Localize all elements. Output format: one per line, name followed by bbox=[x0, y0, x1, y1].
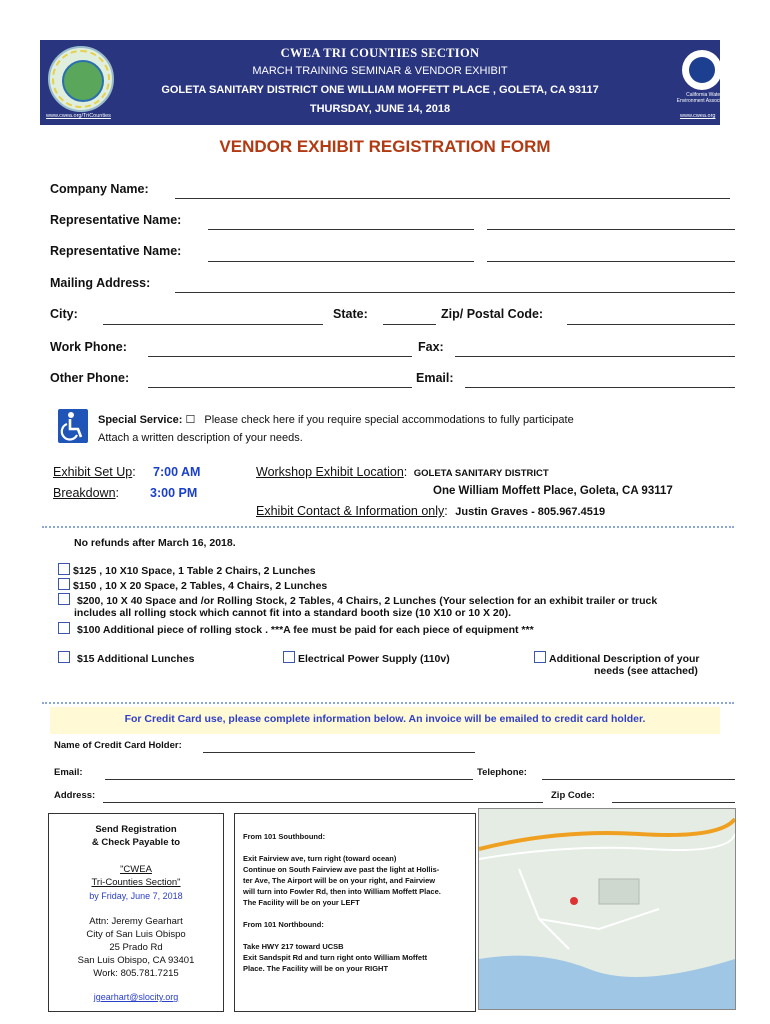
other-phone-label: Other Phone: bbox=[50, 371, 130, 385]
zip-label: Zip/ Postal Code: bbox=[441, 307, 544, 321]
special-service-label: Special Service: bbox=[98, 414, 186, 426]
north-title: From 101 Northbound: bbox=[243, 920, 324, 929]
cwea-logo-text: California Water Environment Association bbox=[676, 92, 732, 104]
state-field[interactable] bbox=[383, 324, 436, 325]
form-title: VENDOR EXHIBIT REGISTRATION FORM bbox=[219, 137, 551, 156]
contact-email-link[interactable]: jgearhart@slocity.org bbox=[93, 992, 179, 1002]
company-label: Company Name: bbox=[50, 182, 149, 196]
city-label: City: bbox=[50, 307, 78, 321]
option-power-checkbox[interactable] bbox=[283, 651, 295, 663]
org: City of San Luis Obispo bbox=[86, 929, 186, 940]
north-step-2: Exit Sandspit Rd and turn right onto William Moffett bbox=[243, 953, 428, 962]
location-label: Workshop Exhibit Location bbox=[256, 465, 404, 479]
payee-line-1: "CWEA bbox=[120, 864, 152, 875]
divider-2 bbox=[42, 702, 734, 704]
option-lunches-label: $15 Additional Lunches bbox=[77, 653, 195, 665]
cc-email-label: Email: bbox=[54, 767, 83, 778]
option-150-checkbox[interactable] bbox=[58, 578, 70, 590]
option-lunches-checkbox[interactable] bbox=[58, 651, 70, 663]
contact-value: Justin Graves - 805.967.4519 bbox=[455, 506, 606, 518]
mailing-field[interactable] bbox=[175, 292, 735, 293]
option-additional-checkbox[interactable] bbox=[534, 651, 546, 663]
state-label: State: bbox=[333, 307, 368, 321]
special-service-text: Please check here if you require special accommodations to fully participate bbox=[204, 414, 574, 426]
option-125-label: $125 , 10 X10 Space, 1 Table 2 Chairs, 2 Lunches bbox=[73, 565, 316, 577]
setup-time: 7:00 AM bbox=[153, 465, 201, 479]
south-step-4: will turn into Fowler Rd, then into William Moffett Place. bbox=[243, 887, 441, 896]
other-phone-field[interactable] bbox=[148, 387, 412, 388]
option-200-checkbox[interactable] bbox=[58, 593, 70, 605]
no-refunds-note: No refunds after March 16, 2018. bbox=[74, 537, 236, 549]
option-additional-detail: needs (see attached) bbox=[594, 665, 698, 677]
cc-holder-field[interactable] bbox=[203, 752, 475, 753]
option-125-checkbox[interactable] bbox=[58, 563, 70, 575]
cc-zip-field[interactable] bbox=[612, 802, 735, 803]
cc-zip-label: Zip Code: bbox=[551, 790, 595, 801]
option-power-label: Electrical Power Supply (110v) bbox=[298, 653, 450, 665]
breakdown-label: Breakdown bbox=[53, 486, 116, 500]
attn: Attn: Jeremy Gearhart bbox=[89, 916, 183, 927]
work-phone-field[interactable] bbox=[148, 356, 412, 357]
south-step-3: ter Ave, The Airport will be on your right, and Fairview bbox=[243, 876, 436, 885]
fax-label: Fax: bbox=[418, 340, 444, 354]
option-additional-label: Additional Description of your bbox=[549, 653, 700, 665]
cc-address-label: Address: bbox=[54, 790, 96, 801]
location-address: One William Moffett Place, Goleta, CA 93117 bbox=[433, 485, 673, 497]
fax-field[interactable] bbox=[455, 356, 735, 357]
south-title: From 101 Southbound: bbox=[243, 832, 326, 841]
email-label: Email: bbox=[416, 371, 454, 385]
event-subtitle: MARCH TRAINING SEMINAR & VENDOR EXHIBIT bbox=[252, 65, 508, 77]
email-field[interactable] bbox=[465, 387, 735, 388]
cc-address-field[interactable] bbox=[103, 802, 543, 803]
south-step-1: Exit Fairview ave, turn right (toward ocean) bbox=[243, 854, 397, 863]
special-service-note: Attach a written description of your needs. bbox=[98, 432, 303, 444]
credit-card-note: For Credit Card use, please complete information below. An invoice will be emailed to credit card holder. bbox=[124, 713, 646, 725]
section-title: CWEA TRI COUNTIES SECTION bbox=[280, 46, 480, 60]
wheelchair-icon bbox=[58, 409, 88, 443]
option-100-checkbox[interactable] bbox=[58, 622, 70, 634]
street: 25 Prado Rd bbox=[109, 942, 163, 953]
north-step-3: Place. The Facility will be on your RIGHT bbox=[243, 964, 389, 973]
url-left-link[interactable]: www.cwea.org/TriCounties bbox=[46, 113, 111, 119]
rep1-label: Representative Name: bbox=[50, 213, 182, 227]
header-banner bbox=[40, 40, 732, 125]
event-date: THURSDAY, JUNE 14, 2018 bbox=[309, 103, 451, 115]
location-map bbox=[478, 808, 736, 1010]
rep1-field[interactable] bbox=[208, 229, 474, 230]
south-step-5: The Facility will be on your LEFT bbox=[243, 898, 360, 907]
option-150-label: $150 , 10 X 20 Space, 2 Tables, 4 Chairs, 2 Lunches bbox=[73, 580, 328, 592]
city-field[interactable] bbox=[103, 324, 323, 325]
north-step-1: Take HWY 217 toward UCSB bbox=[243, 942, 344, 951]
send-title-2: & Check Payable to bbox=[91, 837, 181, 848]
south-step-2: Continue on South Fairview ave past the light at Hollis- bbox=[243, 865, 440, 874]
cc-telephone-label: Telephone: bbox=[477, 767, 527, 778]
contact-label: Exhibit Contact & Information only bbox=[256, 504, 445, 518]
cwea-logo bbox=[682, 50, 722, 90]
breakdown-time: 3:00 PM bbox=[150, 486, 198, 500]
event-location: GOLETA SANITARY DISTRICT ONE WILLIAM MOFFETT PLACE , GOLETA, CA 93117 bbox=[161, 84, 599, 96]
mailing-label: Mailing Address: bbox=[50, 276, 151, 290]
work-phone-label: Work Phone: bbox=[50, 340, 127, 354]
cc-holder-label: Name of Credit Card Holder: bbox=[54, 740, 182, 751]
option-200-detail: includes all rolling stock which cannot fit into a standard booth size (10 X10 or 10 X 20). bbox=[74, 607, 512, 619]
url-right-link[interactable]: www.cwea.org bbox=[680, 113, 716, 119]
city-line: San Luis Obispo, CA 93401 bbox=[77, 955, 195, 966]
send-title-1: Send Registration bbox=[95, 824, 177, 835]
rep2-label: Representative Name: bbox=[50, 244, 182, 258]
option-100-label: $100 Additional piece of rolling stock . ***A fee must be paid for each piece of equipment *** bbox=[77, 624, 534, 636]
rep2-field[interactable] bbox=[208, 261, 474, 262]
payee-line-2: Tri-Counties Section" bbox=[91, 877, 181, 888]
send-registration-box bbox=[48, 813, 224, 1012]
work-phone: Work: 805.781.7215 bbox=[93, 968, 179, 979]
deadline: by Friday, June 7, 2018 bbox=[89, 891, 183, 901]
option-200-label: $200, 10 X 40 Space and /or Rolling Stock, 2 Tables, 4 Chairs, 2 Lunches (Your selection for an exhibit trailer or truck bbox=[77, 595, 658, 607]
divider-1 bbox=[42, 526, 734, 528]
zip-field[interactable] bbox=[567, 324, 735, 325]
company-field[interactable] bbox=[175, 198, 730, 199]
directions-box bbox=[234, 813, 476, 1012]
rep1-field-2[interactable] bbox=[487, 229, 735, 230]
setup-label: Exhibit Set Up bbox=[53, 465, 133, 479]
cc-telephone-field[interactable] bbox=[542, 779, 735, 780]
location-name: GOLETA SANITARY DISTRICT bbox=[413, 468, 549, 479]
rep2-field-2[interactable] bbox=[487, 261, 735, 262]
cc-email-field[interactable] bbox=[105, 779, 473, 780]
special-service-checkbox[interactable]: ☐ bbox=[185, 414, 196, 426]
